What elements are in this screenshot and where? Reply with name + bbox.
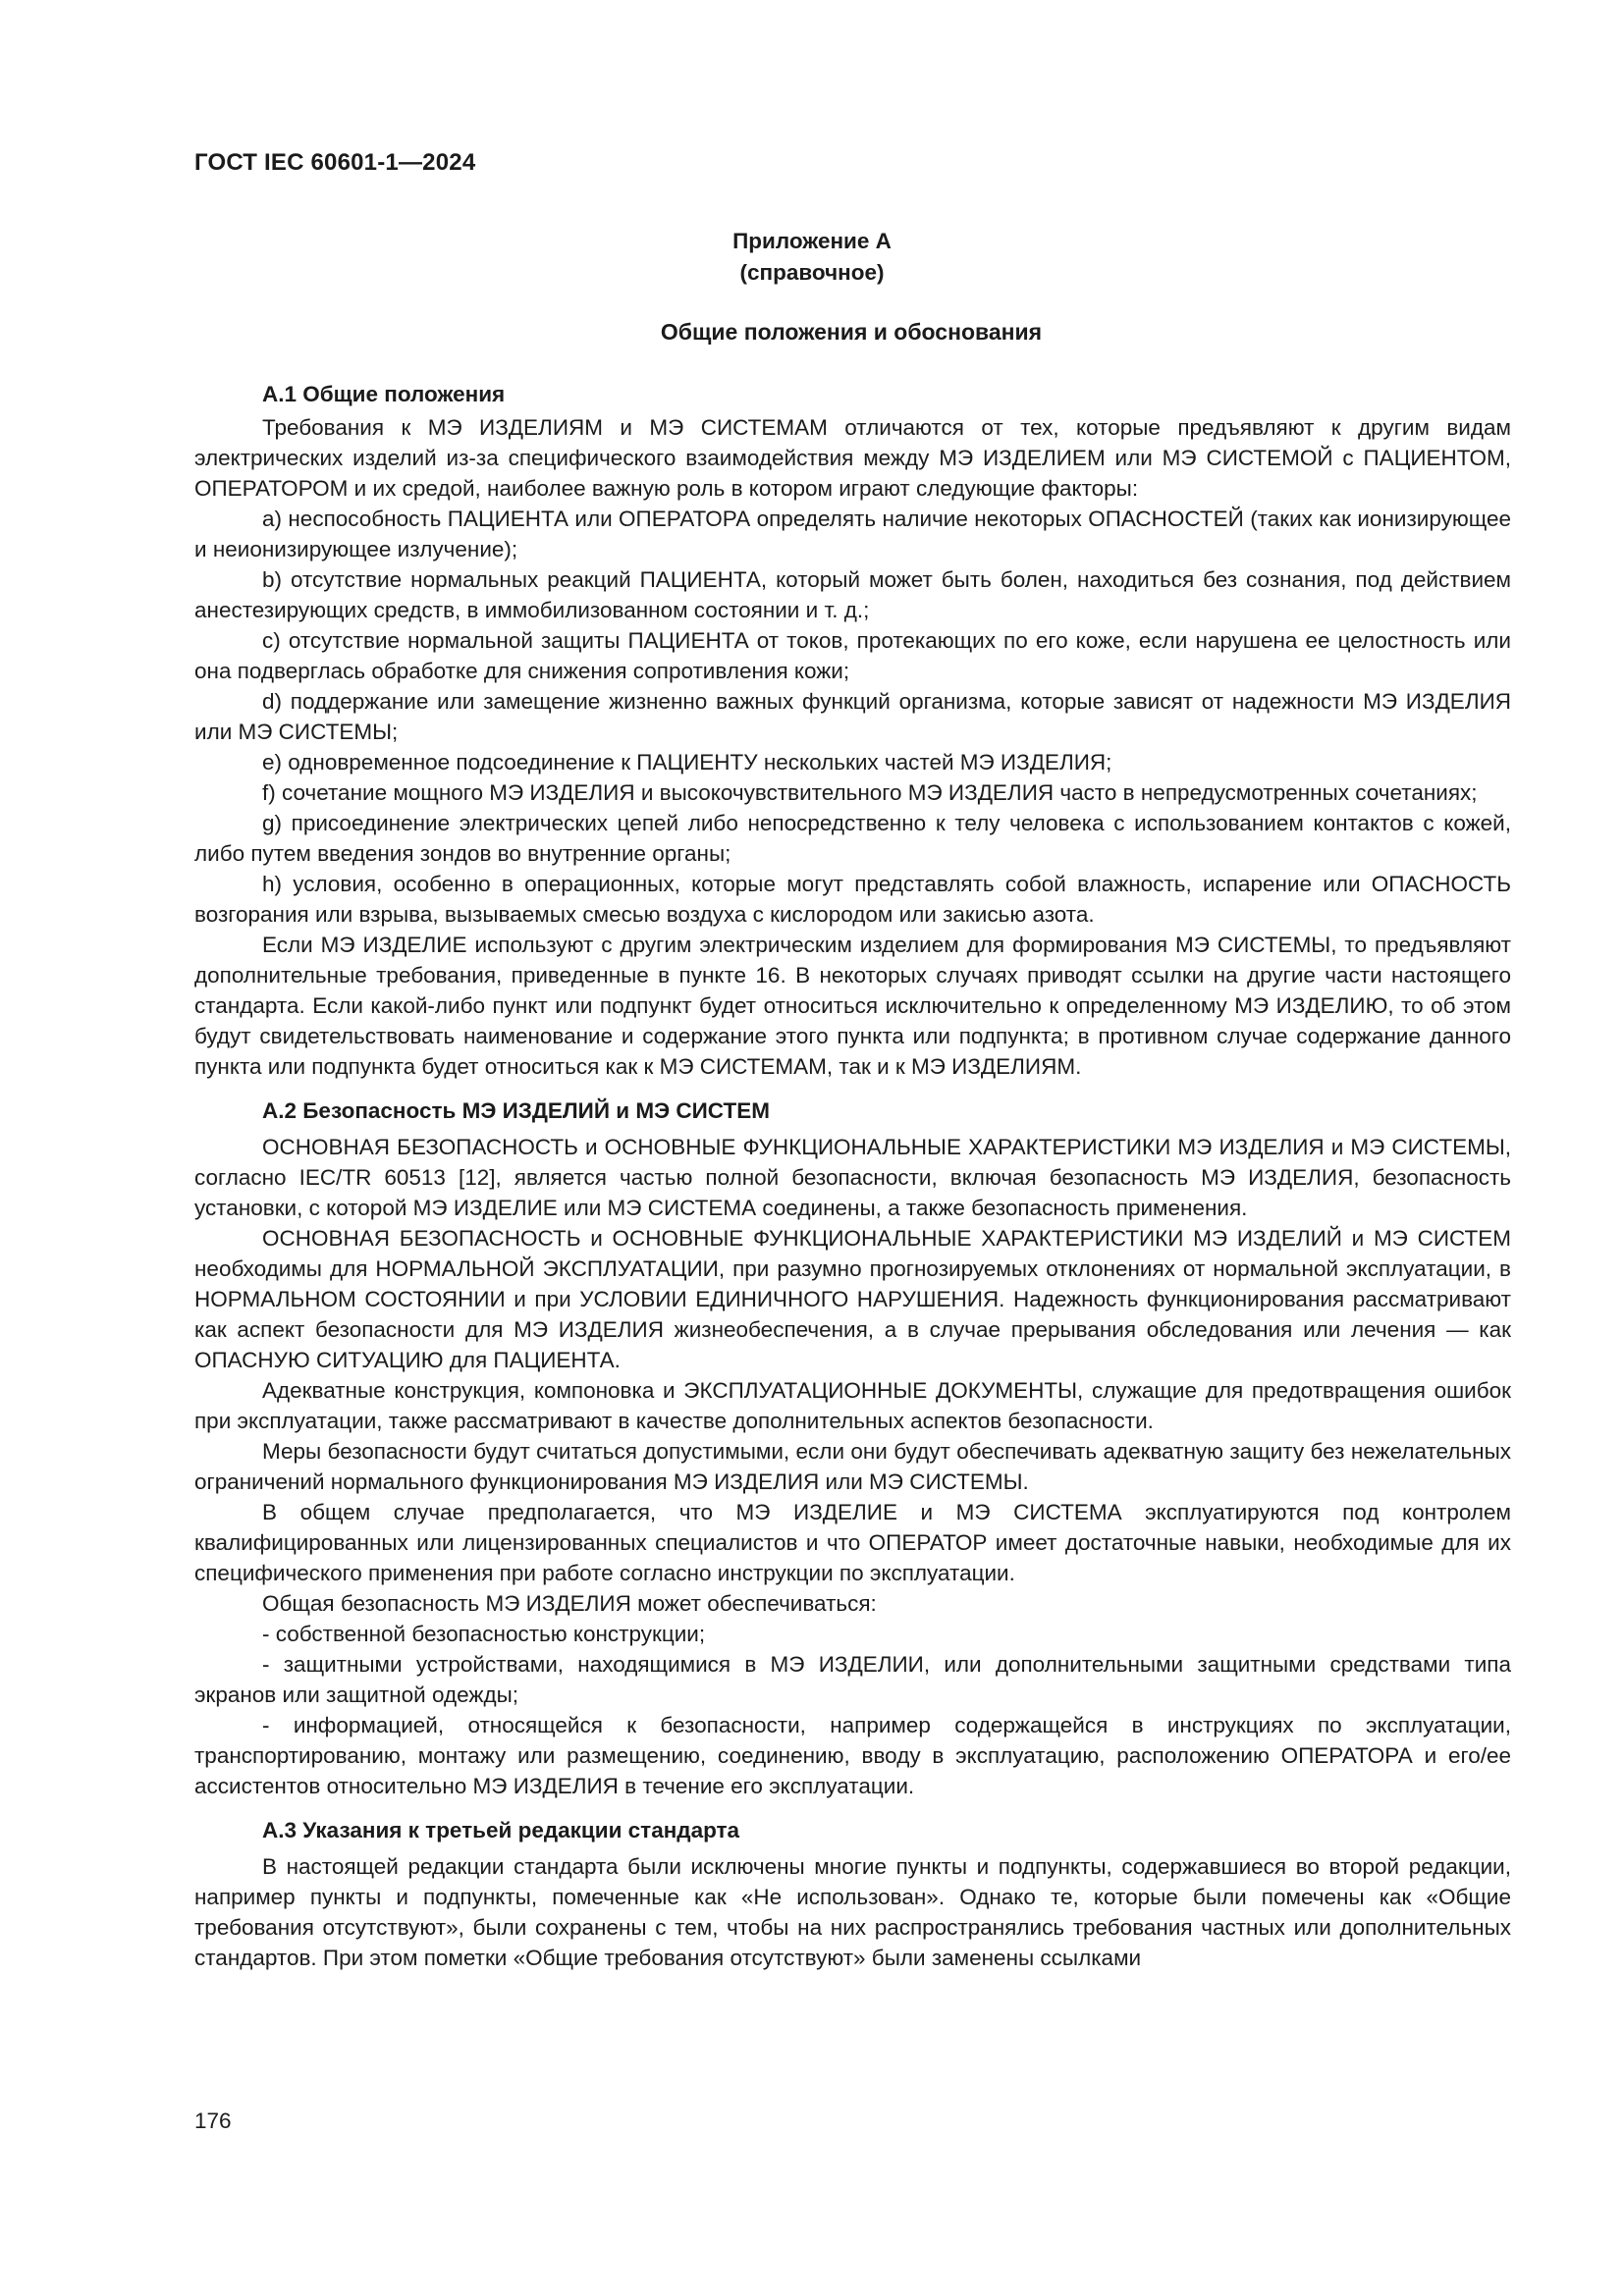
paragraph: В общем случае предполагается, что МЭ ИЗДЕЛИЕ и МЭ СИСТЕМА эксплуатируются под контролем квалифицированных или лицензированных специалистов и что ОПЕРАТОР имеет достаточные навыки, необходимые для их специфического применения при работе согласно инструкции по эксплуатации. xyxy=(194,1500,1511,1585)
list-item: - защитными устройствами, находящимися в МЭ ИЗДЕЛИИ, или дополнительными защитными средствами типа экранов или защитной одежды; xyxy=(194,1652,1511,1707)
paragraph: ОСНОВНАЯ БЕЗОПАСНОСТЬ и ОСНОВНЫЕ ФУНКЦИОНАЛЬНЫЕ ХАРАКТЕРИСТИКИ МЭ ИЗДЕЛИЙ и МЭ СИСТЕМ необходимы для НОРМАЛЬНОЙ ЭКСПЛУАТАЦИИ, при разумно прогнозируемых отклонениях от нормальной эксплуатации, в НОРМАЛЬНОМ СОСТОЯНИИ и при УСЛОВИИ ЕДИНИЧНОГО НАРУШЕНИЯ. Надежность функционирования рассматривают как аспект безопасности для МЭ ИЗДЕЛИЯ жизнеобеспечения, а в случае прерывания обследования или лечения — как ОПАСНУЮ СИТУАЦИЮ для ПАЦИЕНТА. xyxy=(194,1226,1511,1372)
annex-status: (справочное) xyxy=(739,260,885,285)
annex-title: Общие положения и обоснования xyxy=(660,319,1043,345)
annex-heading: Приложение А xyxy=(732,229,892,253)
paragraph: В настоящей редакции стандарта были исключены многие пункты и подпункты, содержавшиеся во второй редакции, например пункты и подпункты, помеченные как «Не использован». Однако те, которые были помечены как «Общие требования отсутствуют», были сохранены с тем, чтобы на них распространялись требования частных или дополнительных стандартов. При этом пометки «Общие требования отсутствуют» были заменены ссылками xyxy=(194,1854,1511,1970)
list-item: g) присоединение электрических цепей либо непосредственно к телу человека с использованием контактов с кожей, либо путем введения зондов во внутренние органы; xyxy=(194,811,1511,866)
paragraph: ОСНОВНАЯ БЕЗОПАСНОСТЬ и ОСНОВНЫЕ ФУНКЦИОНАЛЬНЫЕ ХАРАКТЕРИСТИКИ МЭ ИЗДЕЛИЯ и МЭ СИСТЕМЫ, согласно IEC/TR 60513 [12], является частью полной безопасности, включая безопасность МЭ ИЗДЕЛИЯ, безопасность установки, с которой МЭ ИЗДЕЛИЕ или МЭ СИСТЕМА соединены, а также безопасность применения. xyxy=(194,1135,1511,1220)
list-item: - собственной безопасностью конструкции; xyxy=(262,1622,706,1646)
annex-heading-block xyxy=(0,226,1624,289)
document-code: ГОСТ IEC 60601-1—2024 xyxy=(194,149,476,176)
section-heading-a2: А.2 Безопасность МЭ ИЗДЕЛИЙ и МЭ СИСТЕМ xyxy=(262,1098,770,1123)
paragraph: Общая безопасность МЭ ИЗДЕЛИЯ может обеспечиваться: xyxy=(262,1591,877,1616)
list-item: f) сочетание мощного МЭ ИЗДЕЛИЯ и высокочувствительного МЭ ИЗДЕЛИЯ часто в непредусмотренных сочетаниях; xyxy=(262,780,1478,805)
section-heading-a3: А.3 Указания к третьей редакции стандарта xyxy=(262,1818,740,1842)
paragraph: Если МЭ ИЗДЕЛИЕ используют с другим электрическим изделием для формирования МЭ СИСТЕМЫ, то предъявляют дополнительные требования, приведенные в пункте 16. В некоторых случаях приводят ссылки на другие части настоящего стандарта. Если какой-либо пункт или подпункт будет относиться исключительно к определенному МЭ ИЗДЕЛИЮ, то об этом будут свидетельствовать наименование и содержание этого пункта или подпункта; в противном случае содержание данного пункта или подпункта будет относиться как к МЭ СИСТЕМАМ, так и к МЭ ИЗДЕЛИЯМ. xyxy=(194,933,1511,1079)
section-heading-a1: А.1 Общие положения xyxy=(262,382,506,406)
paragraph: Меры безопасности будут считаться допустимыми, если они будут обеспечивать адекватную защиту без нежелательных ограничений нормального функционирования МЭ ИЗДЕЛИЯ или МЭ СИСТЕМЫ. xyxy=(194,1439,1511,1494)
page-number: 176 xyxy=(194,2109,232,2133)
list-item: b) отсутствие нормальных реакций ПАЦИЕНТА, который может быть болен, находиться без сознания, под действием анестезирующих средств, в иммобилизованном состоянии и т. д.; xyxy=(194,567,1511,622)
paragraph: Требования к МЭ ИЗДЕЛИЯМ и МЭ СИСТЕМАМ отличаются от тех, которые предъявляют к другим видам электрических изделий из-за специфического взаимодействия между МЭ ИЗДЕЛИЕМ или МЭ СИСТЕМОЙ с ПАЦИЕНТОМ, ОПЕРАТОРОМ и их средой, наиболее важную роль в котором играют следующие факторы: xyxy=(194,415,1511,501)
list-item: - информацией, относящейся к безопасности, например содержащейся в инструкциях по эксплуатации, транспортированию, монтажу или размещению, соединению, вводу в эксплуатацию, расположению ОПЕРАТОРА и его/ее ассистентов относительно МЭ ИЗДЕЛИЯ в течение его эксплуатации. xyxy=(194,1713,1511,1798)
paragraph: Адекватные конструкция, компоновка и ЭКСПЛУАТАЦИОННЫЕ ДОКУМЕНТЫ, служащие для предотвращения ошибок при эксплуатации, также рассматривают в качестве дополнительных аспектов безопасности. xyxy=(194,1378,1511,1433)
list-item: e) одновременное подсоединение к ПАЦИЕНТУ нескольких частей МЭ ИЗДЕЛИЯ; xyxy=(262,750,1112,774)
list-item: d) поддержание или замещение жизненно важных функций организма, которые зависят от надежности МЭ ИЗДЕЛИЯ или МЭ СИСТЕМЫ; xyxy=(194,689,1511,744)
list-item: h) условия, особенно в операционных, которые могут представлять собой влажность, испарение или ОПАСНОСТЬ возгорания или взрыва, вызываемых смесью воздуха с кислородом или закисью азота. xyxy=(194,872,1511,927)
list-item: c) отсутствие нормальной защиты ПАЦИЕНТА от токов, протекающих по его коже, если нарушена ее целостность или она подверглась обработке для снижения сопротивления кожи; xyxy=(194,628,1511,683)
list-item: a) неспособность ПАЦИЕНТА или ОПЕРАТОРА определять наличие некоторых ОПАСНОСТЕЙ (таких как ионизирующее и неионизирующее излучение); xyxy=(194,507,1511,561)
document-body xyxy=(194,379,1511,1973)
